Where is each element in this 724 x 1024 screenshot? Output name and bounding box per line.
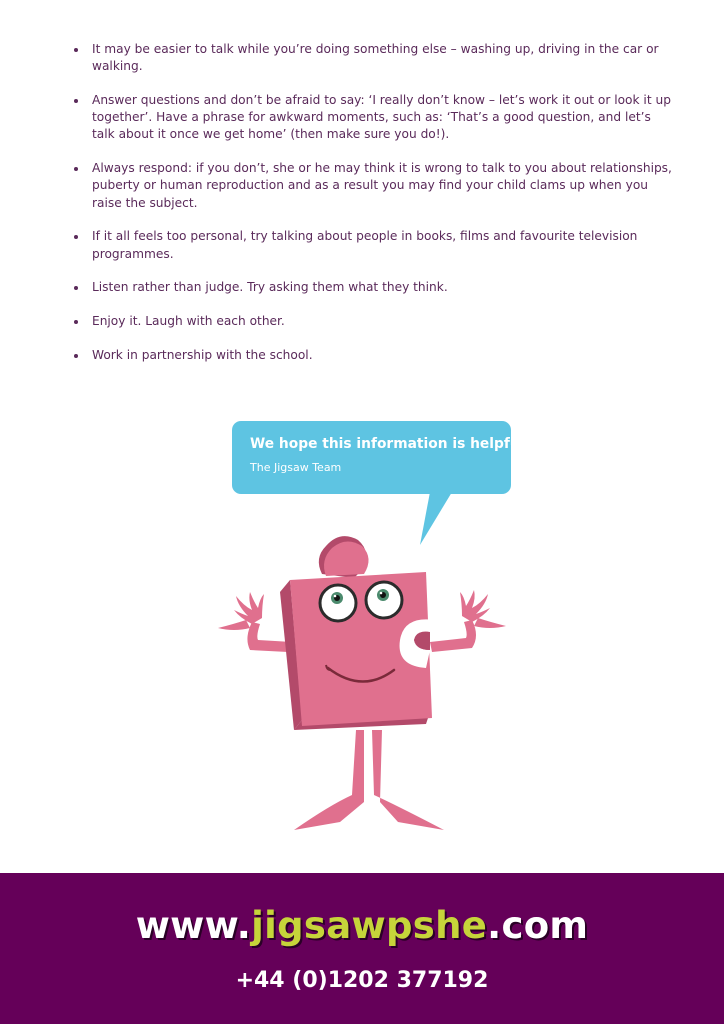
bubble-message: We hope this information is helpful.: [250, 436, 530, 452]
tip-text: Always respond: if you don’t, she or he may think it is wrong to talk to you about relationships, puberty or human reproduction and as a result you may find your child clams up when you raise the subject.: [92, 161, 672, 210]
url-name: jigsawpshe: [251, 904, 488, 947]
tip-text: Enjoy it. Laugh with each other.: [92, 314, 285, 329]
tip-text: If it all feels too personal, try talking about people in books, films and favourite television programmes.: [92, 229, 638, 261]
url-prefix: www.: [135, 904, 252, 947]
footer-bar: [0, 873, 724, 1024]
tip-text: Listen rather than judge. Try asking them what they think.: [92, 280, 448, 295]
website-url[interactable]: [0, 904, 724, 947]
jigsaw-mascot-illustration: [190, 500, 530, 840]
url-suffix: .com: [487, 904, 589, 947]
bubble-signature: The Jigsaw Team: [250, 461, 342, 474]
tip-text: It may be easier to talk while you’re doing something else – washing up, driving in the car or walking.: [92, 42, 659, 74]
speech-bubble: [232, 421, 530, 494]
tip-text: Work in partnership with the school.: [92, 348, 313, 362]
phone-number: +44 (0)1202 377192: [235, 968, 489, 993]
tip-text: Answer questions and don’t be afraid to say: ‘I really don’t know – let’s work it out or look it up together’. Have a phrase for awkward moments, such as: ‘That’s a good question, and let’s talk about it once we get home’ (then make sure you do!).: [92, 93, 671, 142]
